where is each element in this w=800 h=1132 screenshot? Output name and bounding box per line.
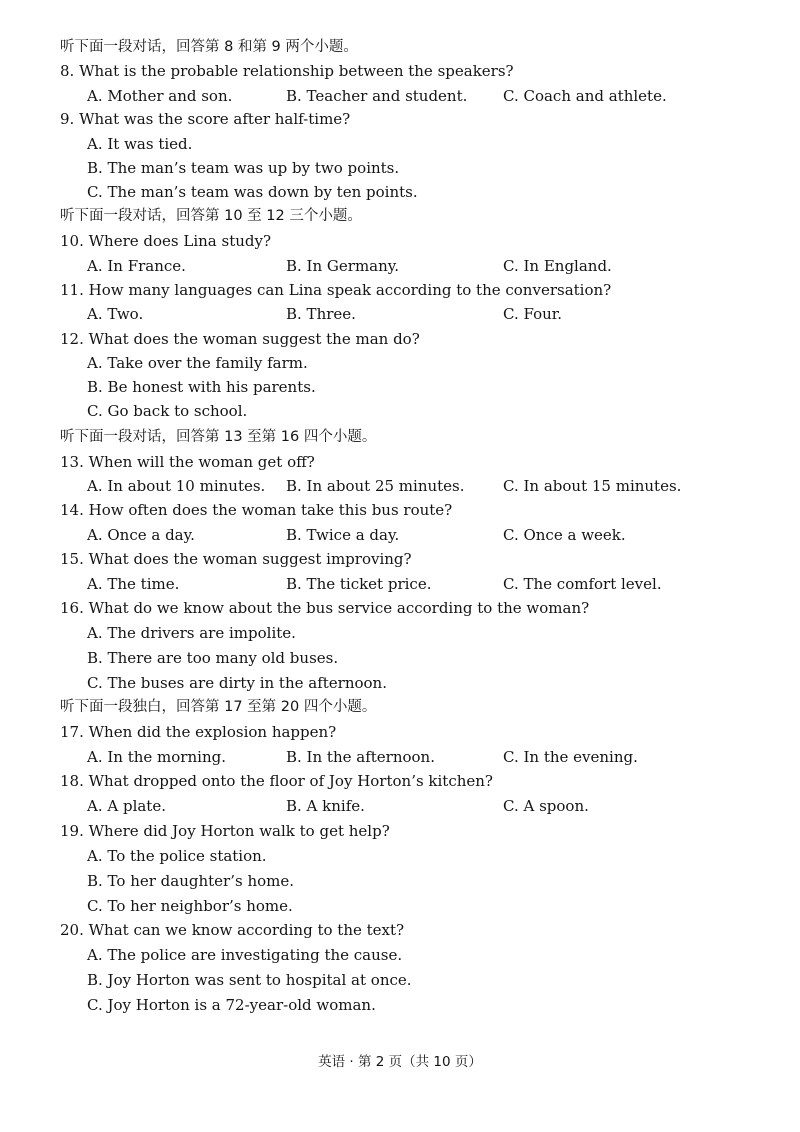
q13-option-c: C. In about 15 minutes. bbox=[503, 477, 682, 495]
question-19: 19. Where did Joy Horton walk to get help? bbox=[60, 822, 390, 840]
question-17: 17. When did the explosion happen? bbox=[60, 723, 337, 741]
q19-option-b: B. To her daughter’s home. bbox=[87, 872, 295, 890]
q13-option-b: B. In about 25 minutes. bbox=[286, 477, 465, 495]
q14-option-a: A. Once a day. bbox=[87, 526, 195, 544]
q18-option-a: A. A plate. bbox=[87, 797, 166, 815]
q16-option-a: A. The drivers are impolite. bbox=[87, 624, 296, 642]
question-11: 11. How many languages can Lina speak according to the conversation? bbox=[60, 281, 612, 299]
q19-option-c: C. To her neighbor’s home. bbox=[87, 897, 293, 915]
q8-option-c: C. Coach and athlete. bbox=[503, 87, 667, 105]
q18-option-c: C. A spoon. bbox=[503, 797, 589, 815]
q18-option-b: B. A knife. bbox=[286, 797, 365, 815]
q12-option-c: C. Go back to school. bbox=[87, 402, 248, 420]
q19-option-a: A. To the police station. bbox=[87, 847, 267, 865]
q11-option-b: B. Three. bbox=[286, 305, 356, 323]
section-instruction: 听下面一段对话，回答第 8 和第 9 两个小题。 bbox=[60, 39, 358, 55]
q12-option-a: A. Take over the family farm. bbox=[87, 354, 308, 372]
q8-option-b: B. Teacher and student. bbox=[286, 87, 468, 105]
q11-option-c: C. Four. bbox=[503, 305, 563, 323]
question-16: 16. What do we know about the bus service according to the woman? bbox=[60, 599, 590, 617]
section-instruction: 听下面一段对话，回答第 13 至第 16 四个小题。 bbox=[60, 429, 377, 445]
q20-option-b: B. Joy Horton was sent to hospital at once. bbox=[87, 971, 412, 989]
q20-option-c: C. Joy Horton is a 72-year-old woman. bbox=[87, 996, 376, 1014]
question-12: 12. What does the woman suggest the man do? bbox=[60, 330, 420, 348]
question-8: 8. What is the probable relationship between the speakers? bbox=[60, 62, 514, 80]
q15-option-a: A. The time. bbox=[87, 575, 180, 593]
question-20: 20. What can we know according to the text? bbox=[60, 921, 405, 939]
q11-option-a: A. Two. bbox=[87, 305, 144, 323]
question-15: 15. What does the woman suggest improving? bbox=[60, 550, 412, 568]
question-14: 14. How often does the woman take this bus route? bbox=[60, 501, 453, 519]
q10-option-c: C. In England. bbox=[503, 257, 612, 275]
q15-option-b: B. The ticket price. bbox=[286, 575, 432, 593]
q20-option-a: A. The police are investigating the cause. bbox=[87, 946, 403, 964]
question-9: 9. What was the score after half-time? bbox=[60, 110, 351, 128]
q12-option-b: B. Be honest with his parents. bbox=[87, 378, 316, 396]
q8-option-a: A. Mother and son. bbox=[87, 87, 233, 105]
section-instruction: 听下面一段对话，回答第 10 至 12 三个小题。 bbox=[60, 208, 362, 224]
q13-option-a: A. In about 10 minutes. bbox=[87, 477, 266, 495]
q17-option-b: B. In the afternoon. bbox=[286, 748, 435, 766]
question-10: 10. Where does Lina study? bbox=[60, 232, 272, 250]
q9-option-c: C. The man’s team was down by ten points. bbox=[87, 183, 418, 201]
q16-option-b: B. There are too many old buses. bbox=[87, 649, 339, 667]
q17-option-c: C. In the evening. bbox=[503, 748, 638, 766]
q15-option-c: C. The comfort level. bbox=[503, 575, 662, 593]
page-footer: 英语 · 第 2 页（共 10 页） bbox=[318, 1054, 482, 1070]
q10-option-b: B. In Germany. bbox=[286, 257, 400, 275]
q14-option-c: C. Once a week. bbox=[503, 526, 626, 544]
q9-option-b: B. The man’s team was up by two points. bbox=[87, 159, 400, 177]
section-instruction: 听下面一段独白，回答第 17 至第 20 四个小题。 bbox=[60, 699, 377, 715]
question-18: 18. What dropped onto the floor of Joy Horton’s kitchen? bbox=[60, 772, 493, 790]
q14-option-b: B. Twice a day. bbox=[286, 526, 400, 544]
q9-option-a: A. It was tied. bbox=[87, 135, 193, 153]
question-13: 13. When will the woman get off? bbox=[60, 453, 315, 471]
q16-option-c: C. The buses are dirty in the afternoon. bbox=[87, 674, 387, 692]
q17-option-a: A. In the morning. bbox=[87, 748, 226, 766]
q10-option-a: A. In France. bbox=[87, 257, 186, 275]
